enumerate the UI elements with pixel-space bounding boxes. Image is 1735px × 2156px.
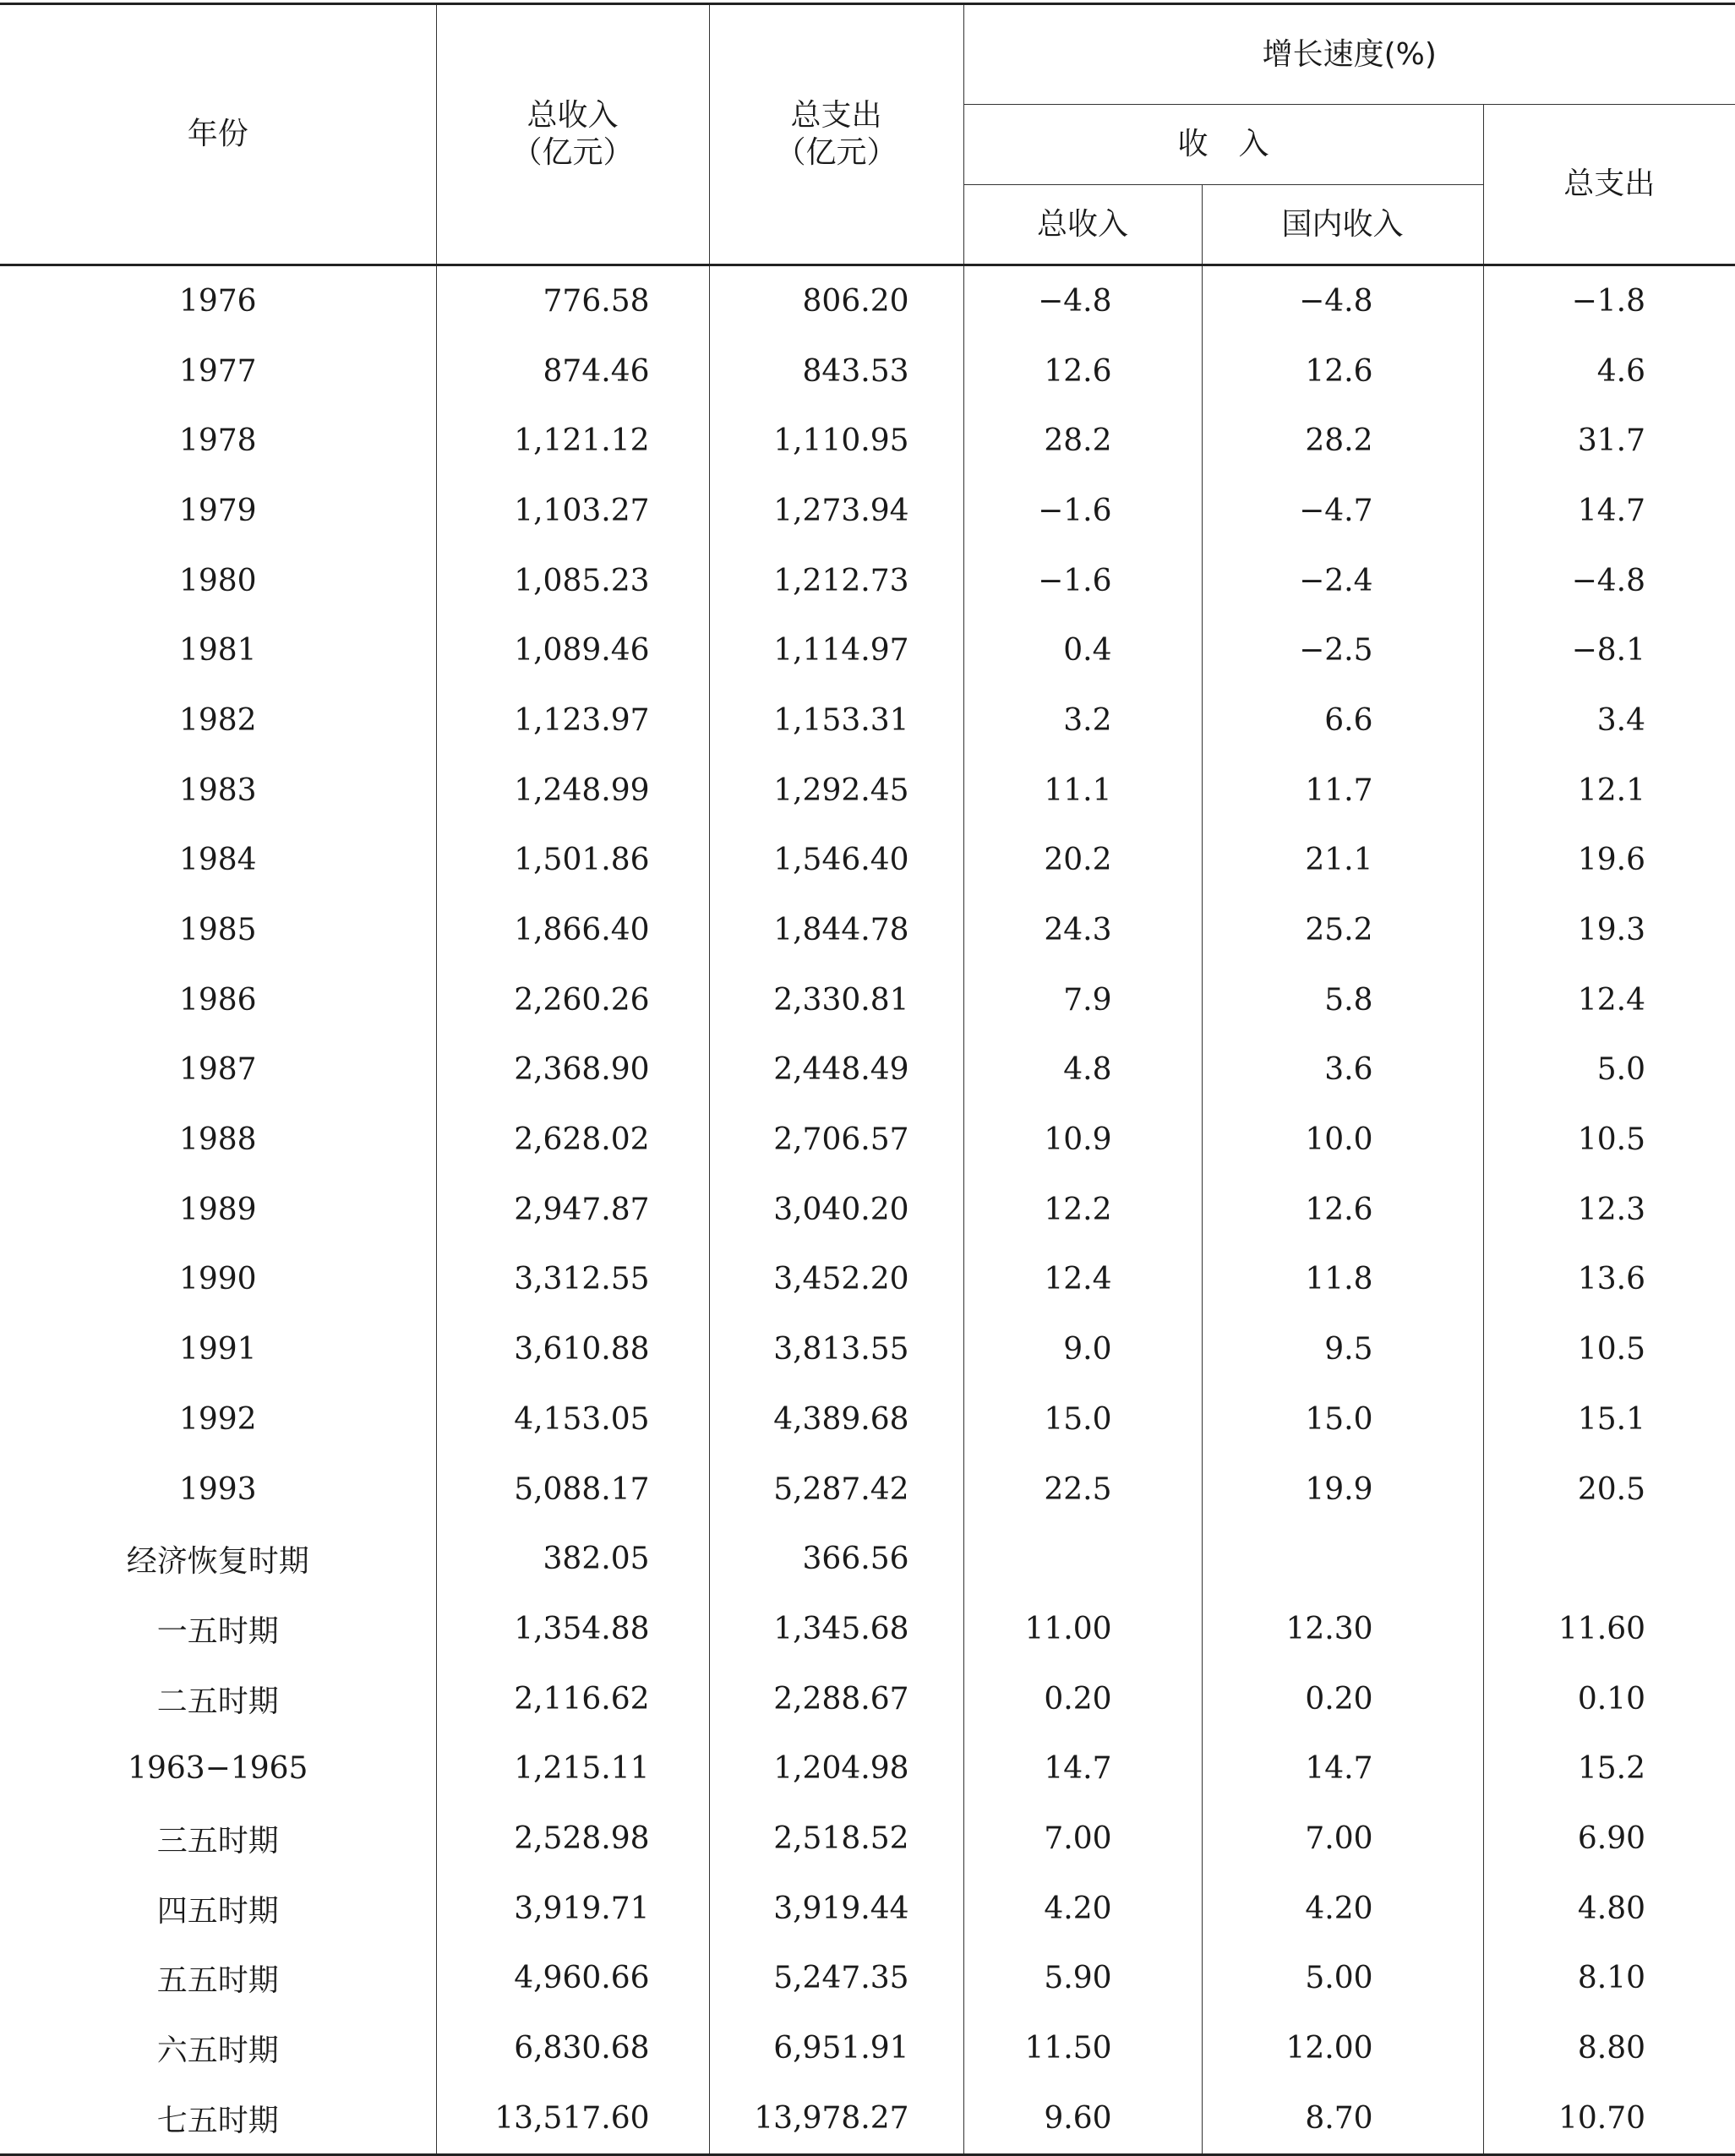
cell-growth-total-income: 7.00 [963,1804,1202,1874]
cell-total-expend: 6,951.91 [709,2013,963,2083]
cell-year: 七五时期 [0,2083,436,2154]
cell-growth-total-expend: 15.1 [1483,1384,1735,1455]
cell-total-expend: 3,452.20 [709,1245,963,1315]
cell-year: 四五时期 [156,1893,279,1929]
cell-growth-total-income: −1.6 [963,476,1202,546]
cell-growth-total-income: 3.2 [963,685,1202,756]
cell-growth-domestic-income: 10.0 [1202,1105,1483,1175]
cell-growth-total-income: 28.2 [963,406,1202,476]
cell-growth-total-income: 0.20 [963,1664,1202,1734]
cell-growth-domestic-income: 5.8 [1202,965,1483,1035]
cell-growth-total-income: 12.6 [963,336,1202,407]
cell-growth-domestic-income: 6.6 [1202,685,1483,756]
cell-total-expend: 1,844.78 [709,895,963,965]
table-row [0,1314,1735,1384]
table-row [0,1105,1735,1175]
cell-growth-domestic-income: 25.2 [1202,895,1483,965]
cell-year: 1985 [178,913,257,948]
cell-growth-total-income: 4.8 [963,1035,1202,1105]
table-row [0,1874,1735,1944]
cell-total-income: 3,610.88 [436,1314,709,1384]
cell-year: 1988 [178,1122,257,1158]
table-row [0,1035,1735,1105]
cell-growth-total-income: 0.4 [963,615,1202,685]
cell-growth-total-expend: 14.7 [1483,476,1735,546]
header-year: 年份 [0,4,436,265]
cell-year: 六五时期 [156,2033,279,2069]
cell-year: 1984 [178,843,257,878]
cell-growth-total-income: 11.1 [963,756,1202,826]
cell-total-income: 1,215.11 [436,1733,709,1804]
cell-growth-total-income: 11.00 [963,1594,1202,1664]
cell-growth-domestic-income: 11.8 [1202,1245,1483,1315]
cell-growth-total-expend: 31.7 [1483,406,1735,476]
cell-total-income: 1,866.40 [436,895,709,965]
cell-total-expend: 1,153.31 [709,685,963,756]
fiscal-table [0,3,1735,2156]
cell-year: 1980 [178,563,257,598]
cell-growth-total-expend: 10.70 [1483,2083,1735,2154]
cell-year: 1993 [178,1471,257,1507]
cell-growth-domestic-income: 28.2 [1202,406,1483,476]
header-total-expend-label: 总支出 [790,98,882,133]
cell-growth-total-income: 7.9 [963,965,1202,1035]
cell-growth-total-expend: −1.8 [1483,265,1735,336]
cell-year: 一五时期 [156,1613,279,1649]
cell-total-income: 1,501.86 [436,826,709,896]
cell-growth-domestic-income: 12.6 [1202,336,1483,407]
table-row [0,1594,1735,1664]
cell-growth-total-income: 14.7 [963,1733,1202,1804]
cell-total-income: 3,312.55 [436,1245,709,1315]
cell-total-expend: 2,706.57 [709,1105,963,1175]
table-row [0,1804,1735,1874]
cell-growth-total-expend: 8.80 [1483,2013,1735,2083]
cell-growth-total-expend: 13.6 [1483,1245,1735,1315]
header-total-income [436,4,709,265]
header-growth: 增长速度(%) [963,4,1735,105]
cell-growth-domestic-income [1202,1524,1483,1594]
cell-year: 1978 [178,423,257,459]
cell-total-expend: 3,919.44 [709,1874,963,1944]
cell-total-expend: 1,212.73 [709,546,963,616]
table-row [0,1455,1735,1525]
cell-year: 1989 [178,1192,257,1227]
cell-growth-domestic-income: 3.6 [1202,1035,1483,1105]
cell-total-expend: 806.20 [709,265,963,336]
table-row [0,546,1735,616]
header-growth-domestic-income: 国内收入 [1202,185,1483,265]
table-row [0,615,1735,685]
cell-growth-total-expend: 12.4 [1483,965,1735,1035]
table-row [0,265,1735,336]
cell-growth-total-expend: 10.5 [1483,1105,1735,1175]
table-row [0,895,1735,965]
cell-total-expend: 2,518.52 [709,1804,963,1874]
table-row [0,406,1735,476]
cell-growth-total-expend: 3.4 [1483,685,1735,756]
cell-growth-total-expend: 10.5 [1483,1314,1735,1384]
cell-growth-total-expend: 12.3 [1483,1175,1735,1245]
cell-total-income: 1,085.23 [436,546,709,616]
cell-year: 1987 [178,1052,257,1088]
table-row [0,685,1735,756]
table-row [0,826,1735,896]
cell-growth-total-expend: −8.1 [1483,615,1735,685]
cell-total-income: 1,123.97 [436,685,709,756]
cell-growth-domestic-income: −4.7 [1202,476,1483,546]
cell-total-expend: 1,345.68 [709,1594,963,1664]
cell-year: 1977 [178,353,257,389]
header-growth-total-expend: 总支出 [1483,105,1735,265]
cell-growth-total-income: 9.0 [963,1314,1202,1384]
cell-growth-total-expend: 5.0 [1483,1035,1735,1105]
cell-total-expend: 4,389.68 [709,1384,963,1455]
cell-growth-total-expend [1483,1524,1735,1594]
table-body [0,265,1735,2155]
cell-total-expend: 5,287.42 [709,1455,963,1525]
cell-year: 1990 [178,1262,257,1297]
cell-total-income: 382.05 [436,1524,709,1594]
cell-growth-total-expend: −4.8 [1483,546,1735,616]
cell-total-income: 874.46 [436,336,709,407]
cell-total-expend: 2,448.49 [709,1035,963,1105]
cell-total-expend: 1,546.40 [709,826,963,896]
cell-growth-domestic-income: 4.20 [1202,1874,1483,1944]
cell-year: 1986 [178,982,257,1018]
cell-total-expend: 5,247.35 [709,1944,963,2014]
cell-growth-domestic-income: 19.9 [1202,1455,1483,1525]
table-row [0,336,1735,407]
cell-year: 1983 [178,772,257,808]
cell-year: 1981 [178,633,257,669]
cell-growth-total-expend: 0.10 [1483,1664,1735,1734]
cell-growth-total-income: 10.9 [963,1105,1202,1175]
cell-growth-domestic-income: 9.5 [1202,1314,1483,1384]
cell-total-expend: 1,204.98 [709,1733,963,1804]
cell-growth-total-expend: 11.60 [1483,1594,1735,1664]
cell-growth-total-income: −4.8 [963,265,1202,336]
cell-total-income: 2,947.87 [436,1175,709,1245]
cell-total-income: 1,103.27 [436,476,709,546]
cell-growth-domestic-income: 12.30 [1202,1594,1483,1664]
cell-year: 1979 [178,493,257,528]
cell-total-income: 4,153.05 [436,1384,709,1455]
header-total-expend [709,4,963,265]
cell-growth-total-expend: 12.1 [1483,756,1735,826]
cell-growth-total-expend: 15.2 [1483,1733,1735,1804]
table-row [0,965,1735,1035]
cell-growth-total-income: −1.6 [963,546,1202,616]
table-row [0,1245,1735,1315]
table-row [0,476,1735,546]
cell-growth-domestic-income: 5.00 [1202,1944,1483,2014]
cell-growth-total-income: 12.4 [963,1245,1202,1315]
header-growth-total-income: 总收入 [963,185,1202,265]
cell-growth-total-income: 22.5 [963,1455,1202,1525]
cell-growth-total-income: 5.90 [963,1944,1202,2014]
header-total-income-label: 总收入 [527,98,619,133]
cell-total-income: 1,121.12 [436,406,709,476]
table-row [0,1175,1735,1245]
cell-growth-total-income: 20.2 [963,826,1202,896]
cell-total-expend: 2,330.81 [709,965,963,1035]
cell-total-income: 2,368.90 [436,1035,709,1105]
cell-total-expend: 366.56 [709,1524,963,1594]
cell-total-expend: 3,813.55 [709,1314,963,1384]
cell-year: 1976 [178,283,257,319]
cell-total-expend: 1,114.97 [709,615,963,685]
cell-total-expend: 2,288.67 [709,1664,963,1734]
cell-growth-total-income: 4.20 [963,1874,1202,1944]
cell-total-income: 776.58 [436,265,709,336]
cell-year: 1991 [178,1332,257,1367]
header-total-expend-unit: （亿元） [775,135,898,170]
table-row [0,2013,1735,2083]
table-row [0,756,1735,826]
cell-year: 1982 [178,702,257,738]
cell-growth-total-expend: 4.80 [1483,1874,1735,1944]
cell-total-income: 2,116.62 [436,1664,709,1734]
header-total-income-unit: （亿元） [511,135,634,170]
cell-total-expend: 1,273.94 [709,476,963,546]
cell-growth-domestic-income: 7.00 [1202,1804,1483,1874]
cell-total-income: 2,628.02 [436,1105,709,1175]
cell-growth-total-expend: 20.5 [1483,1455,1735,1525]
cell-total-expend: 1,292.45 [709,756,963,826]
cell-year: 二五时期 [156,1684,279,1719]
cell-growth-domestic-income: 0.20 [1202,1664,1483,1734]
cell-total-income: 5,088.17 [436,1455,709,1525]
cell-total-income: 13,517.60 [436,2083,709,2154]
cell-growth-total-expend: 19.6 [1483,826,1735,896]
cell-growth-total-income: 24.3 [963,895,1202,965]
table-row [0,1524,1735,1594]
cell-year: 三五时期 [156,1823,279,1859]
cell-total-income: 1,248.99 [436,756,709,826]
cell-growth-total-expend: 19.3 [1483,895,1735,965]
cell-total-income: 2,528.98 [436,1804,709,1874]
cell-growth-total-income: 15.0 [963,1384,1202,1455]
table-header [0,4,1735,265]
cell-total-income: 2,260.26 [436,965,709,1035]
cell-growth-domestic-income: 21.1 [1202,826,1483,896]
cell-total-expend: 843.53 [709,336,963,407]
cell-total-income: 1,354.88 [436,1594,709,1664]
cell-total-income: 1,089.46 [436,615,709,685]
cell-growth-domestic-income: −2.4 [1202,546,1483,616]
cell-year: 五五时期 [156,1963,279,1999]
cell-growth-total-expend: 6.90 [1483,1804,1735,1874]
cell-growth-domestic-income: 15.0 [1202,1384,1483,1455]
cell-growth-domestic-income: −4.8 [1202,265,1483,336]
cell-growth-domestic-income: 8.70 [1202,2083,1483,2154]
cell-year: 1963−1965 [128,1751,308,1787]
cell-total-income: 6,830.68 [436,2013,709,2083]
table-row [0,1944,1735,2014]
cell-growth-total-income [963,1524,1202,1594]
cell-total-expend: 13,978.27 [709,2083,963,2154]
cell-growth-domestic-income: 12.00 [1202,2013,1483,2083]
table-row [0,2083,1735,2154]
cell-growth-total-income: 9.60 [963,2083,1202,2154]
table-row [0,1384,1735,1455]
cell-year: 经济恢复时期 [126,1544,309,1580]
cell-growth-domestic-income: 14.7 [1202,1733,1483,1804]
cell-growth-total-expend: 8.10 [1483,1944,1735,2014]
cell-total-expend: 3,040.20 [709,1175,963,1245]
cell-year: 1992 [178,1401,257,1437]
cell-growth-domestic-income: 12.6 [1202,1175,1483,1245]
table-row [0,1664,1735,1734]
table-row [0,1733,1735,1804]
cell-growth-domestic-income: −2.5 [1202,615,1483,685]
cell-total-income: 3,919.71 [436,1874,709,1944]
header-income-group: 收 入 [963,105,1483,185]
cell-growth-total-income: 12.2 [963,1175,1202,1245]
cell-total-income: 4,960.66 [436,1944,709,2014]
cell-total-expend: 1,110.95 [709,406,963,476]
cell-growth-total-expend: 4.6 [1483,336,1735,407]
cell-growth-domestic-income: 11.7 [1202,756,1483,826]
cell-growth-total-income: 11.50 [963,2013,1202,2083]
